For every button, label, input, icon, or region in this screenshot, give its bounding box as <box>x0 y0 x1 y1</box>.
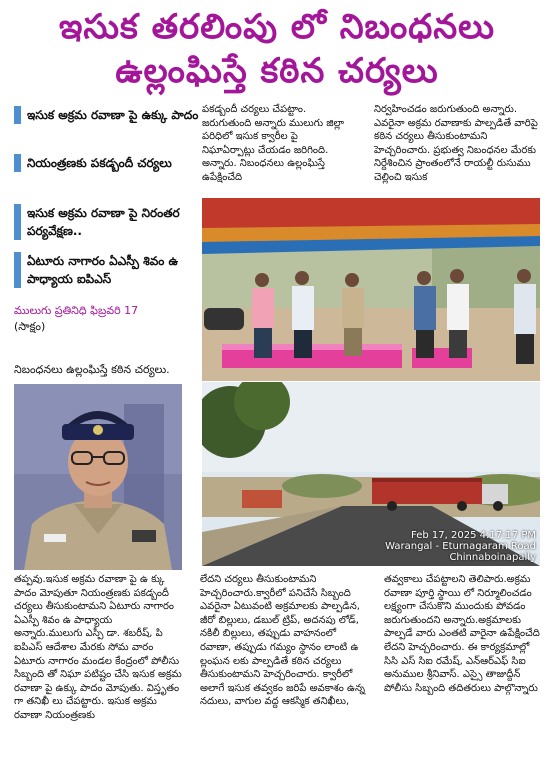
intro-line: నిబంధనలు ఉల్లంఘిస్తే కఠిన చర్యలు. <box>14 363 170 376</box>
bottom-column-2: లేదని చర్యలు తీసుకుంటామని హెచ్చరించారు.క్వారీలో పనిచేసే సిబ్బంది ఎవరైనా ఏటువంటి అక్రమాలకు పాల్పడిన, జీరో బిల్లులు, డబుల్ ట్రిప్, అదనపు లోడ్, నకిలీ బిల్లులు, తప్పుడు వాహనంలో రవాణా, తప్పుడు గమ్యం స్థానం లాంటి ఉ ల్లంఘన లకు పాల్పడితే కఠిన చర్యలు తీసుకుంటామని హెచ్చరించారు. క్వారీలో అలాగే ఇసుక తవ్వకం జరిపే అవకాశం ఉన్న నదులు, వాగుల వద్ద ఆకస్మిక తనిఖీలు, <box>200 574 366 708</box>
officer-portrait <box>14 384 182 570</box>
highlight-4: ఏటూరు నాగారం ఏఎస్పీ శివం ఉ పాధ్యాయ ఐపిఎస్ <box>14 252 203 288</box>
top-column-2: పకడ్బందీ చర్యలు చేపట్టాం. జరుగుతుంది అన్నారు ములుగు జిల్లా పరిధిలో ఇసుక క్వారీల పై నిఘాఏర్పాట్లు చేయడం జరిగింది. అన్నారు. నిబంధనలు ఉల్లంఘిస్తే ఉపేక్షించేది <box>202 104 344 183</box>
photo-timestamp <box>370 530 536 563</box>
photo-timestamp-line-2: Warangal - Eturnagaram Road <box>385 541 536 552</box>
top-column-3: నిర్వహించడం జరుగుతుంది అన్నారు. ఎవరైనా అక్రమ రవాణాకు పాల్పడితే వారిపై కఠిన చర్యలు తీసుకుంటామని హెచ్చరించారు. ప్రభుత్వ నిబంధనల మేరకు నిర్దేశించిన ప్రాంతంలోనే రాయల్టీ రుసుము చెల్లించి ఇసుక <box>374 104 538 183</box>
dateline-place: ములుగు ప్రతినిధి ఫిబ్రవరి 17 <box>14 304 139 317</box>
highlight-3: ఇసుక అక్రమ రవాణా పై నిరంతర పర్యవేక్షణ.. <box>14 204 203 240</box>
bottom-column-3: తవ్వకాలు చేపట్టాలని తెలిపారు.అక్రమ రవాణా పూర్తి స్థాయి లో నిర్మూలించడం లక్ష్యంగా చేసుకొని ముందుకు పోవడం జరుగుతుందని అన్నారు.అక్రమాలకు పాల్పడే వారు ఎంతటి వారైనా ఉపేక్షించేది లేదని హెచ్చరించారు. ఈ కార్యక్రమాల్లో సిసి ఎస్ సిఐ రమేష్, ఎన్ఆర్ఎఫ్ సిఐ అనుముల శ్రీనివాస్. ఎస్సై తాజుద్దీన్ పోలీసు సిబ్బంది తదితరులు పాల్గొన్నారు <box>384 574 540 694</box>
bottom-column-1: తప్పవు.ఇసుక అక్రమ రవాణా పై ఉ క్కు పాదం మోపుతూ నియంత్రణకు పకడ్బందీ చర్యలు తీసుకుంటామని ఏటూరు నాగారం ఏఎస్పీ శివం ఉ పాధ్యాయ అన్నారు.ములుగు ఎస్పీ డా. శబరీష్, పి ఐపిఎస్ ఆదేశాల మేరకు సోమ వారం ఏటూరు నాగారం మండల కేంద్రంలో పోలీసు సిబ్బంది తో నిఘా పటిష్టం చేసి ఇసుక అక్రమ రవాణా పై ఉక్కు పాదం మోపుతు. విస్తృతం గా తనిఖీ లు చేపట్టారు. ఇసుక అక్రమ రవాణా నియంత్రణకు <box>14 574 182 721</box>
photo-timestamp-line-3: Chinnaboinapally <box>449 552 536 563</box>
highlight-1: ఇసుక అక్రమ రవాణా పై ఉక్కు పాదం <box>14 106 203 124</box>
headline-line-1: ఇసుక తరలింపు లో నిబంధనలు <box>58 7 496 47</box>
photo-timestamp-line-1: Feb 17, 2025 4:17:17 PM <box>411 530 536 541</box>
dateline-source: (సాక్షం) <box>14 320 46 333</box>
headline-line-2: ఉల్లంఘిస్తే కఠిన చర్యలు <box>115 51 439 91</box>
dateline <box>14 303 188 335</box>
headline <box>0 0 554 96</box>
tent-inspection-photo <box>202 198 540 381</box>
highlight-2: నియంత్రణకు పకడ్బందీ చర్యలు <box>14 154 203 172</box>
